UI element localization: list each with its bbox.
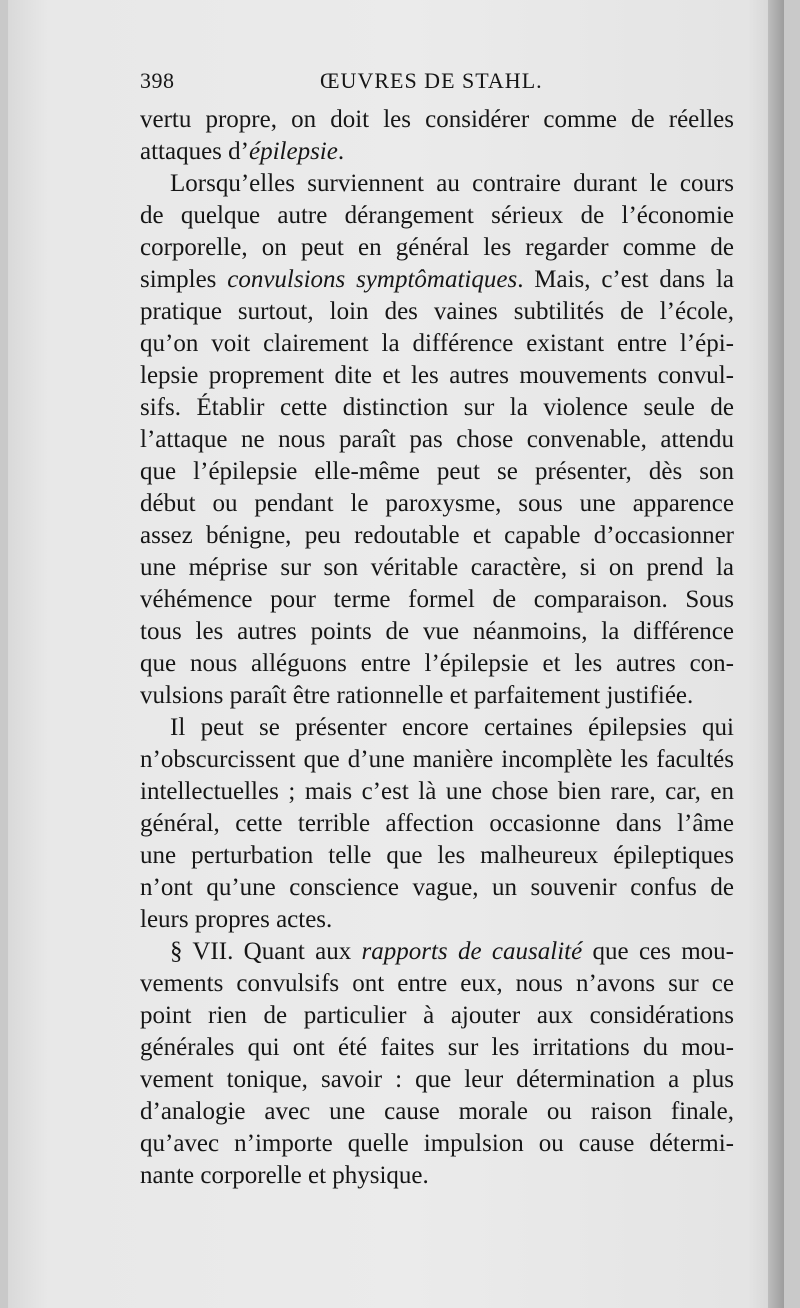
text-line (140, 712, 734, 744)
text-line (140, 168, 734, 200)
text-segment: début ou pendant le paroxysme, sous une apparence (140, 490, 734, 517)
text-segment: véhémence pour terme formel de comparaison. Sous (140, 586, 734, 613)
text-segment: n’ont qu’une conscience vague, un souvenir confus de (140, 874, 734, 901)
text-segment: une perturbation telle que les malheureux épileptiques (140, 842, 734, 869)
text-line (140, 584, 734, 616)
text-segment: lepsie proprement dite et les autres mouvements convul- (140, 362, 734, 389)
text-line (140, 328, 734, 360)
text-segment: générales qui ont été faites sur les irritations du mou- (140, 1034, 734, 1061)
text-line (140, 136, 734, 168)
text-segment: une méprise sur son véritable caractère, si on prend la (140, 554, 734, 581)
body-text (140, 104, 734, 1192)
text-segment: qu’avec n’importe quelle impulsion ou cause détermi- (140, 1130, 734, 1157)
text-line (140, 1160, 734, 1192)
text-segment: Il peut se présenter encore certaines épilepsies qui (170, 714, 734, 741)
text-line (140, 936, 734, 968)
running-head (130, 60, 730, 96)
text-line (140, 424, 734, 456)
running-title: ŒUVRES DE STAHL. (320, 68, 543, 93)
text-line (140, 680, 734, 712)
text-line (140, 808, 734, 840)
text-line (140, 200, 734, 232)
text-line (140, 456, 734, 488)
text-segment: de quelque autre dérangement sérieux de l’économie (140, 202, 734, 229)
text-segment: vulsions paraît être rationnelle et parfaitement justifiée. (140, 682, 694, 709)
text-line (140, 744, 734, 776)
text-line (140, 616, 734, 648)
text-segment: pratique surtout, loin des vaines subtilités de l’école, (140, 298, 734, 325)
page-edge-shadow (768, 0, 784, 1308)
text-segment: simples (140, 266, 228, 293)
text-line (140, 1000, 734, 1032)
text-segment: vement tonique, savoir : que leur détermination a plus (140, 1066, 734, 1093)
text-segment: l’attaque ne nous paraît pas chose convenable, attendu (140, 426, 734, 453)
text-segment: tous les autres points de vue néanmoins, la différence (140, 618, 734, 645)
text-segment: point rien de particulier à ajouter aux considérations (140, 1002, 734, 1029)
text-line (140, 264, 734, 296)
text-line (140, 552, 734, 584)
text-line (140, 104, 734, 136)
text-line (140, 1128, 734, 1160)
text-segment: qu’on voit clairement la différence existant entre l’épi- (140, 330, 734, 357)
text-segment: § VII. Quant aux (170, 938, 362, 965)
text-line (140, 1032, 734, 1064)
text-segment: Lorsqu’elles surviennent au contraire durant le cours (170, 170, 734, 197)
text-segment: leurs propres actes. (140, 906, 333, 933)
text-line (140, 296, 734, 328)
text-line (140, 232, 734, 264)
text-segment: attaques d’ (140, 138, 249, 165)
text-line (140, 840, 734, 872)
text-segment: général, cette terrible affection occasionne dans l’âme (140, 810, 734, 837)
text-segment: assez bénigne, peu redoutable et capable d’occasionner (140, 522, 734, 549)
text-segment: . (337, 138, 345, 165)
text-segment: n’obscurcissent que d’une manière incomplète les facultés (140, 746, 734, 773)
text-segment: nante corporelle et physique. (140, 1162, 429, 1189)
text-segment: d’analogie avec une cause morale ou raison finale, (140, 1098, 734, 1125)
text-line (140, 520, 734, 552)
text-segment: . Mais, c’est dans la (517, 266, 735, 293)
text-line (140, 488, 734, 520)
italic-phrase: épilepsie (248, 138, 338, 165)
text-segment: que nous alléguons entre l’épilepsie et les autres con- (140, 650, 734, 677)
italic-phrase: convulsions symptômatiques (227, 266, 518, 293)
text-segment: que l’épilepsie elle-même peut se présenter, dès son (140, 458, 734, 485)
text-segment: intellectuelles ; mais c’est là une chose bien rare, car, en (140, 778, 734, 805)
text-line (140, 872, 734, 904)
text-line (140, 360, 734, 392)
text-line (140, 392, 734, 424)
text-segment: corporelle, on peut en général les regarder comme de (140, 234, 734, 261)
book-page (8, 0, 784, 1308)
text-segment: vertu propre, on doit les considérer comme de réelles (140, 106, 734, 133)
text-line (140, 968, 734, 1000)
text-segment: que ces mou- (582, 938, 734, 965)
page-number: 398 (140, 68, 175, 93)
text-segment: vements convulsifs ont entre eux, nous n’avons sur ce (140, 970, 734, 997)
text-line (140, 776, 734, 808)
text-line (140, 1096, 734, 1128)
italic-phrase: rapports de causalité (361, 938, 583, 965)
text-line (140, 648, 734, 680)
text-segment: sifs. Établir cette distinction sur la violence seule de (140, 394, 734, 421)
text-line (140, 1064, 734, 1096)
text-line (140, 904, 734, 936)
